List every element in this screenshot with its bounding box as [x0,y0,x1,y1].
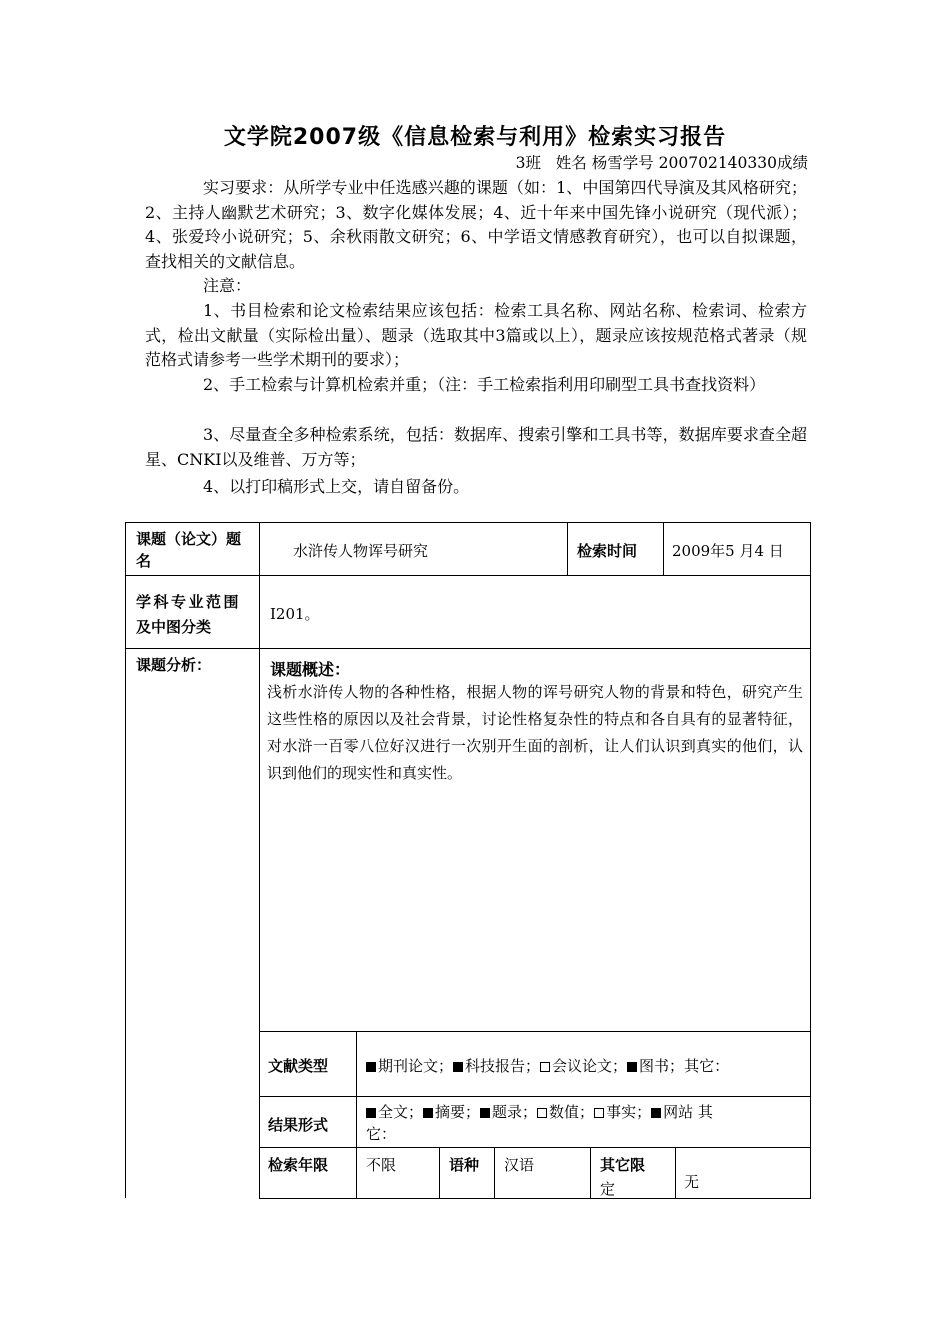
analysis-label: 课题分析： [136,656,212,674]
checkbox-checked-icon [480,1108,490,1118]
doc-type-other: 其它： [684,1057,730,1075]
note-1: 1、书目检索和论文检索结果应该包括：检索工具名称、网站名称、检索词、检索方式，检出文献量（实际检出量）、题录（选取其中3篇或以上），题录应该按规范格式著录（规范格式请参考一些学术期刊的要求）； [145,301,807,369]
table-right-border [810,522,811,1199]
col-divider-time-value [663,522,664,575]
checkbox-empty-icon [537,1108,547,1118]
year-value: 不限 [366,1156,397,1174]
search-time-value: 2009年5 月4 日 [672,542,784,560]
note-2: 2、手工检索与计算机检索并重；（注：手工检索指利用印刷型工具书查找资料） [203,375,766,394]
result-option[interactable]: 数值； [537,1103,594,1121]
result-option[interactable]: 事实； [594,1103,651,1121]
table-left-border [125,522,126,1198]
result-option[interactable]: 全文； [366,1103,423,1121]
doc-type-option[interactable]: 图书； [627,1057,684,1075]
result-option[interactable]: 摘要； [423,1103,480,1121]
subtable-col-other-value [675,1147,676,1199]
language-label: 语种 [449,1156,480,1174]
row2-bottom [125,648,811,649]
result-options: 全文； 摘要； 题录； 数值； 事实； 网站 其 它： [366,1103,713,1143]
subtable-top [259,1031,811,1032]
checkbox-checked-icon [627,1062,637,1072]
subtable-bottom [259,1198,811,1199]
doc-type-row-bottom [259,1096,811,1097]
doc-type-option[interactable]: 科技报告； [453,1057,540,1075]
note-4: 4、以打印稿形式上交，请自留备份。 [203,477,470,496]
checkbox-checked-icon [366,1108,376,1118]
topic-value: 水浒传人物诨号研究 [293,542,429,560]
overview-text: 浅析水浒传人物的各种性格，根据人物的诨号研究人物的背景和特色，研究产生这些性格的原因以及社会背景，讨论性格复杂性的特点和各自具有的显著特征，对水浒一百零八位好汉进行一次别开生面的剖析，让人们认识到真实的他们，认识到他们的现实性和真实性。 [267,683,803,782]
checkbox-checked-icon [651,1108,661,1118]
doc-type-option[interactable]: 会议论文； [540,1057,627,1075]
subject-label: 学科专业范围 及中图分类 [136,593,242,636]
year-label: 检索年限 [268,1156,329,1174]
table-top-border [125,522,811,523]
student-info-line: 3班 姓名 杨雪学号 200702140330成绩 [515,154,808,172]
result-label: 结果形式 [268,1116,329,1134]
doc-type-options [366,1055,729,1076]
subtable-col1 [356,1031,357,1199]
checkbox-checked-icon [423,1108,433,1118]
subtable-col-lang-label [439,1147,440,1199]
checkbox-empty-icon [594,1108,604,1118]
requirement-paragraph: 实习要求：从所学专业中任选感兴趣的课题（如：1、中国第四代导演及其风格研究；2、主持人幽默艺术研究；3、数字化媒体发展；4、近十年来中国先锋小说研究（现代派）；4、张爱玲小说研究；5、余秋雨散文研究；6、中学语文情感教育研究），也可以自拟课题，查找相关的文献信息。 [145,178,807,271]
other-limit-value: 无 [684,1173,700,1191]
search-time-label: 检索时间 [577,542,638,560]
doc-type-option[interactable]: 期刊论文； [366,1057,453,1075]
result-option[interactable]: 网站 [651,1103,693,1121]
subtable-col-other-label [590,1147,591,1199]
col-divider-time-label [567,522,568,575]
doc-type-label: 文献类型 [268,1057,329,1075]
overview-heading: 课题概述： [270,660,351,679]
note-3: 3、尽量查全多种检索系统，包括：数据库、搜索引擎和工具书等，数据库要求查全超星、CNKI以及维普、万方等； [145,425,807,469]
note-heading: 注意： [203,276,252,295]
result-option[interactable]: 题录； [480,1103,537,1121]
report-title: 文学院2007级《信息检索与利用》检索实习报告 [223,125,727,150]
checkbox-empty-icon [540,1062,550,1072]
checkbox-checked-icon [453,1062,463,1072]
other-limit-label: 其它限 定 [600,1156,646,1198]
subtable-col-lang-value [494,1147,495,1199]
subject-value: I201。 [270,605,320,623]
row1-bottom [125,575,811,576]
result-row-bottom [259,1147,811,1148]
language-value: 汉语 [504,1156,535,1174]
topic-label: 课题（论文）题 名 [136,530,242,570]
checkbox-checked-icon [366,1062,376,1072]
